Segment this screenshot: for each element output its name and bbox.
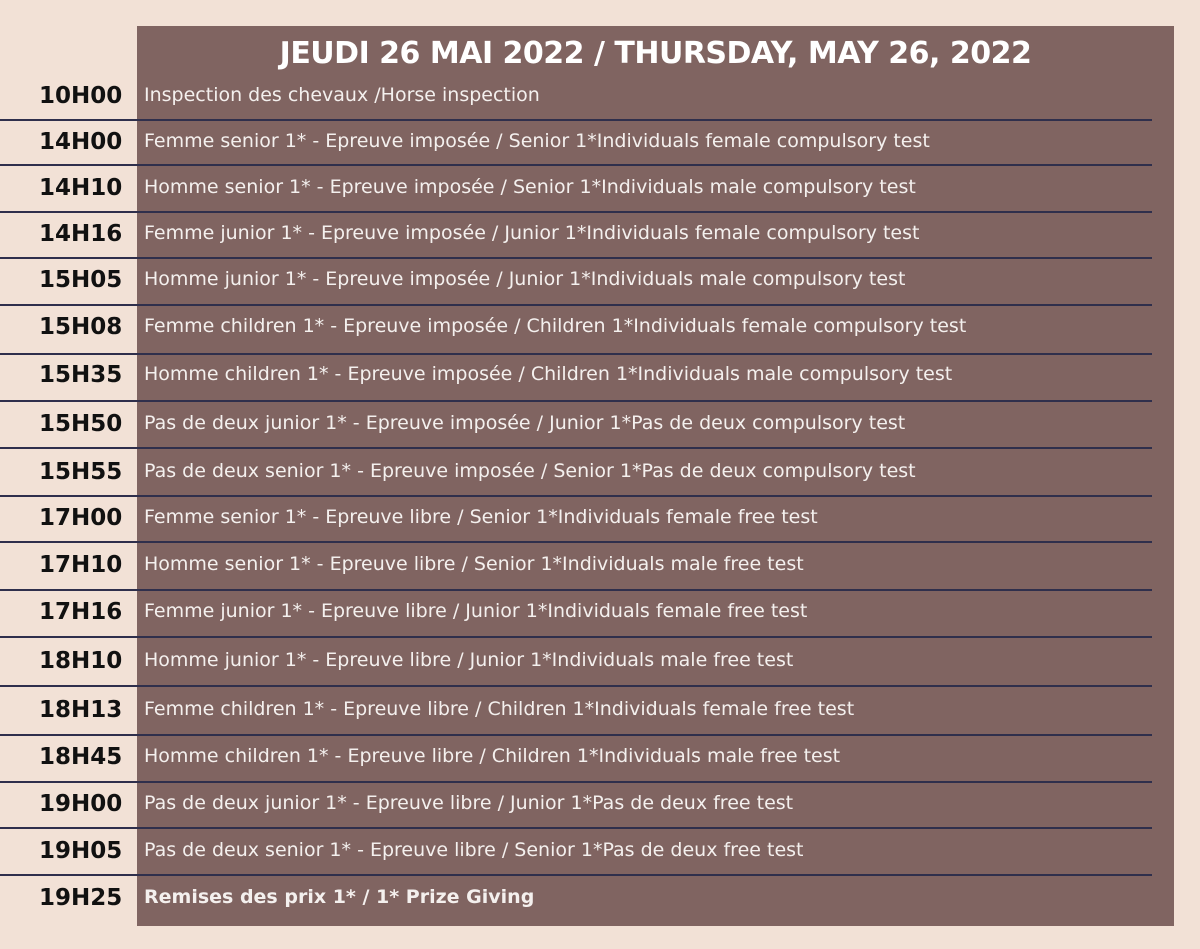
row-event: Femme senior 1* - Epreuve libre / Senior 1*Individuals female free test (144, 506, 818, 528)
row-event: Homme junior 1* - Epreuve libre / Junior 1*Individuals male free test (144, 649, 794, 671)
row-divider (0, 495, 1152, 497)
row-divider (0, 541, 1152, 543)
row-time: 15H55 (39, 459, 123, 485)
row-time: 18H10 (39, 648, 123, 674)
row-event: Inspection des chevaux /Horse inspection (144, 84, 540, 106)
row-time: 14H00 (39, 129, 123, 155)
row-event: Pas de deux senior 1* - Epreuve imposée / Senior 1*Pas de deux compulsory test (144, 460, 916, 482)
row-event: Femme children 1* - Epreuve imposée / Children 1*Individuals female compulsory test (144, 315, 967, 337)
schedule-title: JEUDI 26 MAI 2022 / THURSDAY, MAY 26, 2022 (279, 36, 1032, 71)
row-event: Homme children 1* - Epreuve libre / Children 1*Individuals male free test (144, 745, 841, 767)
row-divider (0, 353, 1152, 355)
row-time: 18H13 (39, 697, 123, 723)
row-divider (0, 685, 1152, 687)
row-event: Homme senior 1* - Epreuve imposée / Senior 1*Individuals male compulsory test (144, 176, 916, 198)
row-time: 19H00 (39, 791, 123, 817)
row-time: 19H25 (39, 885, 123, 911)
row-time: 10H00 (39, 83, 123, 109)
row-time: 14H16 (39, 221, 123, 247)
row-event: Homme junior 1* - Epreuve imposée / Junior 1*Individuals male compulsory test (144, 268, 906, 290)
row-divider (0, 211, 1152, 213)
row-event: Femme junior 1* - Epreuve libre / Junior 1*Individuals female free test (144, 600, 808, 622)
row-time: 19H05 (39, 838, 123, 864)
row-time: 17H10 (39, 552, 123, 578)
row-time: 15H08 (39, 314, 123, 340)
row-event: Homme children 1* - Epreuve imposée / Children 1*Individuals male compulsory test (144, 363, 953, 385)
row-time: 14H10 (39, 175, 123, 201)
row-event: Pas de deux senior 1* - Epreuve libre / Senior 1*Pas de deux free test (144, 839, 804, 861)
row-event: Pas de deux junior 1* - Epreuve imposée / Junior 1*Pas de deux compulsory test (144, 412, 906, 434)
row-time: 17H00 (39, 505, 123, 531)
row-event: Remises des prix 1* / 1* Prize Giving (144, 886, 535, 908)
row-divider (0, 304, 1152, 306)
row-divider (0, 874, 1152, 876)
row-divider (0, 119, 1152, 121)
row-time: 18H45 (39, 744, 123, 770)
row-time: 17H16 (39, 599, 123, 625)
row-divider (0, 827, 1152, 829)
row-divider (0, 400, 1152, 402)
row-divider (0, 636, 1152, 638)
row-event: Homme senior 1* - Epreuve libre / Senior 1*Individuals male free test (144, 553, 804, 575)
row-divider (0, 589, 1152, 591)
row-event: Femme junior 1* - Epreuve imposée / Junior 1*Individuals female compulsory test (144, 222, 920, 244)
row-time: 15H50 (39, 411, 123, 437)
row-divider (0, 734, 1152, 736)
row-divider (0, 447, 1152, 449)
row-event: Femme children 1* - Epreuve libre / Children 1*Individuals female free test (144, 698, 855, 720)
row-divider (0, 781, 1152, 783)
row-divider (0, 164, 1152, 166)
row-time: 15H35 (39, 362, 123, 388)
row-event: Pas de deux junior 1* - Epreuve libre / Junior 1*Pas de deux free test (144, 792, 794, 814)
row-event: Femme senior 1* - Epreuve imposée / Senior 1*Individuals female compulsory test (144, 130, 930, 152)
row-divider (0, 257, 1152, 259)
row-time: 15H05 (39, 267, 123, 293)
